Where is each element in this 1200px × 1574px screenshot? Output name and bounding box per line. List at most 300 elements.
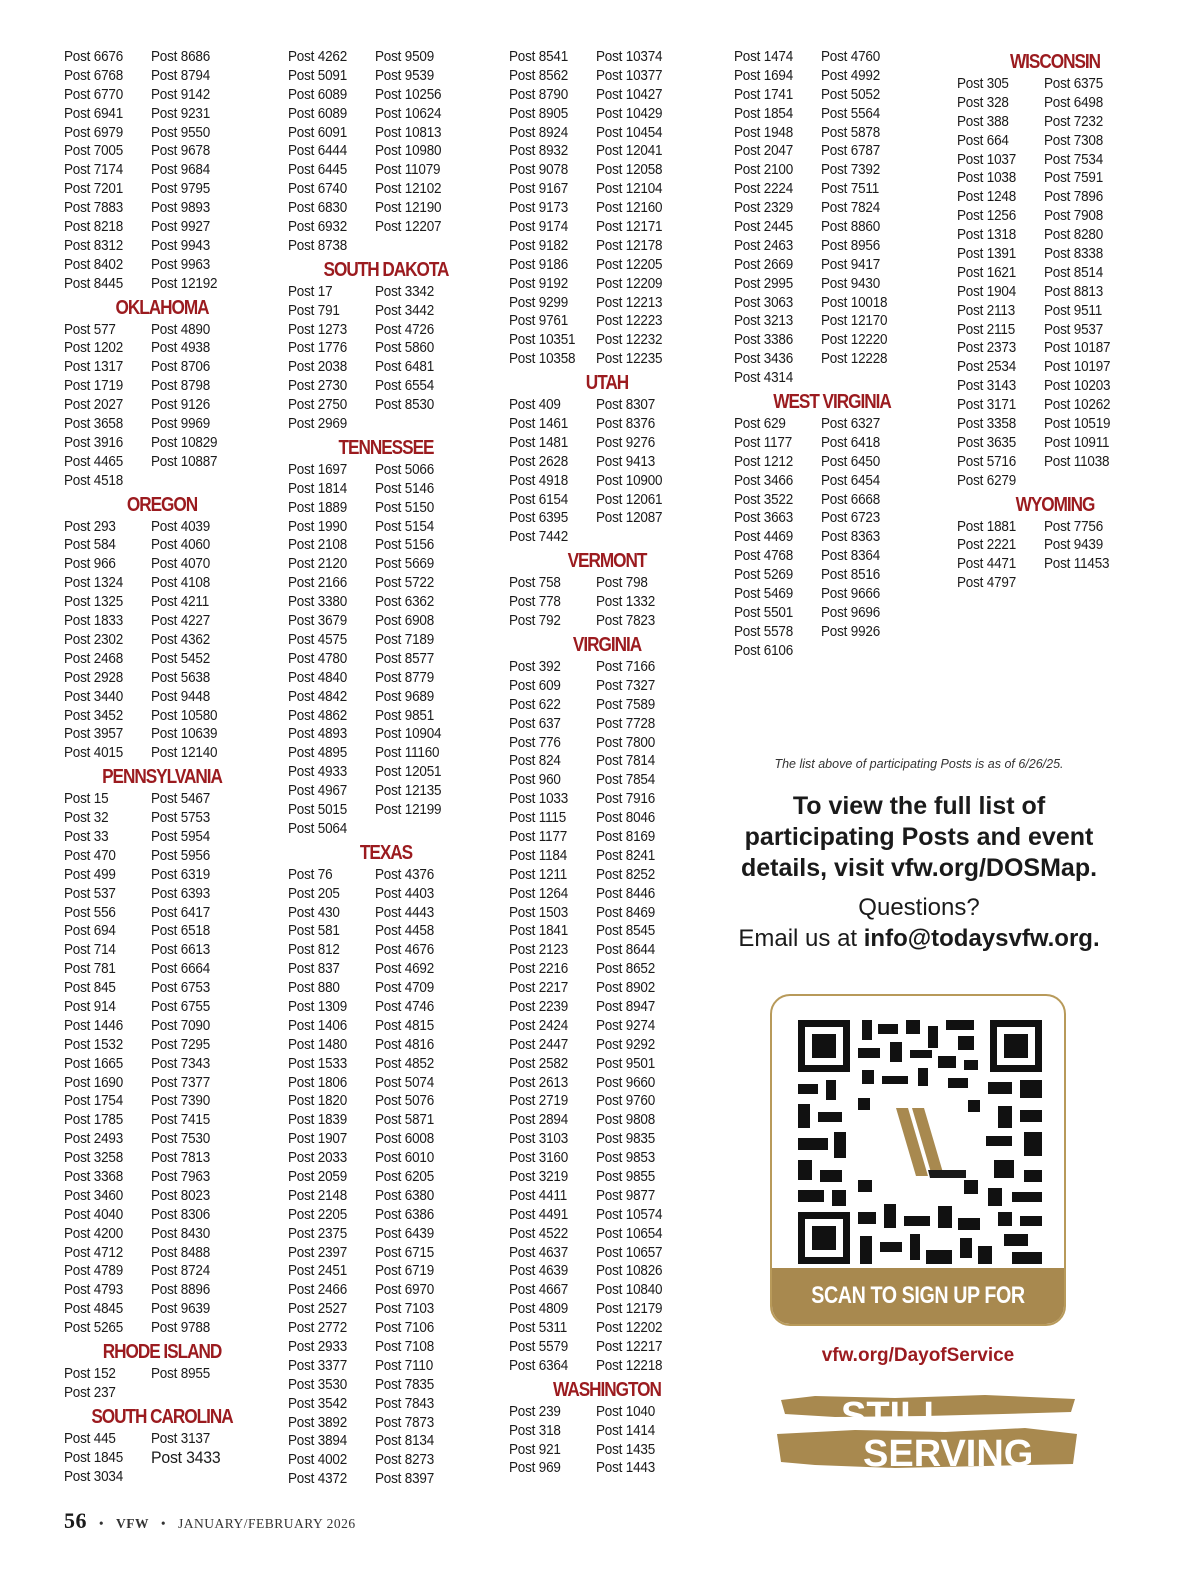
post-entry: Post 8306 xyxy=(151,1206,211,1223)
post-entry: Post 9893 xyxy=(151,200,211,217)
post-entry: Post 6719 xyxy=(375,1263,435,1280)
post-entry: Post 4376 xyxy=(375,866,435,883)
post-entry: Post 4002 xyxy=(288,1452,348,1469)
post-list xyxy=(64,1365,260,1403)
post-entry: Post 2027 xyxy=(64,397,124,414)
post-entry: Post 2217 xyxy=(509,980,569,997)
post-entry: Post 1184 xyxy=(509,847,568,864)
post-entry: Post 9808 xyxy=(596,1112,656,1129)
post-entry: Post 5753 xyxy=(151,810,211,827)
post-entry: Post 33 xyxy=(64,828,109,845)
cta-email-address[interactable]: info@todaysvfw.org. xyxy=(863,925,1100,952)
post-entry: Post 3957 xyxy=(64,726,124,743)
post-entry: Post 4862 xyxy=(288,707,348,724)
post-entry: Post 10980 xyxy=(375,143,442,160)
post-entry: Post 9550 xyxy=(151,124,211,141)
post-entry: Post 3258 xyxy=(64,1150,124,1167)
post-entry: Post 6279 xyxy=(957,472,1017,489)
post-entry: Post 205 xyxy=(288,885,340,902)
post-entry: Post 3358 xyxy=(957,416,1017,433)
post-entry: Post 8686 xyxy=(151,49,211,65)
post-entry: Post 629 xyxy=(734,416,786,433)
post-entry: Post 9877 xyxy=(596,1187,656,1204)
post-entry: Post 1406 xyxy=(288,1017,348,1034)
post-entry: Post 5638 xyxy=(151,669,211,686)
post-entry: Post 7843 xyxy=(375,1395,435,1412)
state-heading: SOUTH CAROLINA xyxy=(91,1405,233,1428)
post-entry: Post 9639 xyxy=(151,1301,211,1318)
post-entry: Post 3342 xyxy=(375,283,435,300)
post-entry: Post 3034 xyxy=(64,1468,124,1485)
post-entry: Post 9660 xyxy=(596,1074,656,1091)
post-entry: Post 4793 xyxy=(64,1282,124,1299)
post-entry: Post 8902 xyxy=(596,980,656,997)
post-entry: Post 12160 xyxy=(596,200,663,217)
post-entry: Post 392 xyxy=(509,658,561,675)
post-entry: Post 2468 xyxy=(64,650,124,667)
post-list xyxy=(509,574,705,631)
post-entry: Post 1839 xyxy=(288,1112,348,1129)
post-entry: Post 12192 xyxy=(151,275,218,292)
post-entry: Post 7108 xyxy=(375,1339,435,1355)
post-entry: Post 5311 xyxy=(509,1320,568,1337)
cta-headline: To view the full list of participating Posts and event details, visit vfw.org/DOSMap. xyxy=(740,792,1098,882)
post-entry: Post 5564 xyxy=(821,105,881,122)
post-entry: Post 9299 xyxy=(509,294,569,311)
post-entry: Post 9182 xyxy=(509,237,569,254)
post-entry: Post 9853 xyxy=(596,1150,656,1167)
post-entry: Post 6319 xyxy=(151,866,211,883)
post-entry: Post 10639 xyxy=(151,726,218,743)
post-entry: Post 4676 xyxy=(375,942,435,959)
post-entry: Post 12205 xyxy=(596,256,663,273)
post-entry: Post 9835 xyxy=(596,1131,656,1148)
post-entry: Post 8307 xyxy=(596,397,656,414)
post-entry: Post 3433 xyxy=(151,1447,221,1467)
post-entry: Post 2995 xyxy=(734,275,794,292)
post-entry: Post 778 xyxy=(509,594,561,611)
post-entry: Post 837 xyxy=(288,961,340,978)
post-entry: Post 1211 xyxy=(509,866,568,883)
post-entry: Post 6908 xyxy=(375,613,435,630)
post-entry: Post 8541 xyxy=(509,49,569,65)
post-entry: Post 3143 xyxy=(957,378,1017,395)
post-entry: Post 152 xyxy=(64,1366,116,1382)
post-entry: Post 4469 xyxy=(734,529,794,546)
page-footer xyxy=(64,1508,356,1534)
post-entry: Post 4108 xyxy=(151,575,211,592)
post-entry: Post 2463 xyxy=(734,237,794,254)
post-entry: Post 12051 xyxy=(375,764,442,781)
post-entry: Post 9927 xyxy=(151,219,211,236)
post-entry: Post 6375 xyxy=(1044,76,1104,92)
post-list xyxy=(509,658,705,1376)
post-entry: Post 11079 xyxy=(375,162,441,179)
post-entry: Post 1990 xyxy=(288,518,348,535)
post-entry: Post 3663 xyxy=(734,510,794,527)
post-entry: Post 921 xyxy=(509,1441,561,1458)
post-entry: Post 584 xyxy=(64,537,116,554)
post-list xyxy=(734,48,930,388)
post-entry: Post 1414 xyxy=(596,1422,656,1439)
post-entry: Post 6205 xyxy=(375,1168,435,1185)
post-entry: Post 3452 xyxy=(64,707,124,724)
post-entry: Post 1694 xyxy=(734,67,794,84)
post-entry: Post 8445 xyxy=(64,275,124,292)
post-entry: Post 8134 xyxy=(375,1433,435,1450)
cta-email-prefix: Email us at xyxy=(738,925,864,952)
post-entry: Post 622 xyxy=(509,696,561,713)
post-entry: Post 6450 xyxy=(821,453,881,470)
state-heading: OREGON xyxy=(126,493,198,516)
post-entry: Post 1621 xyxy=(957,264,1017,281)
post-entry: Post 7103 xyxy=(375,1301,435,1318)
post-entry: Post 8280 xyxy=(1044,227,1104,244)
post-entry: Post 32 xyxy=(64,810,109,827)
post-entry: Post 2224 xyxy=(734,181,794,198)
post-entry: Post 5578 xyxy=(734,623,794,640)
post-entry: Post 3160 xyxy=(509,1150,569,1167)
post-entry: Post 1481 xyxy=(509,434,569,451)
post-entry: Post 10624 xyxy=(375,105,442,122)
post-entry: Post 577 xyxy=(64,321,116,338)
post-entry: Post 2894 xyxy=(509,1112,569,1129)
post-entry: Post 4491 xyxy=(509,1206,569,1223)
post-entry: Post 9795 xyxy=(151,181,211,198)
post-entry: Post 10829 xyxy=(151,434,218,451)
list-column-4 xyxy=(734,48,930,661)
post-entry: Post 9539 xyxy=(375,67,435,84)
post-entry: Post 4262 xyxy=(288,49,348,65)
post-list xyxy=(64,518,260,764)
post-entry: Post 10911 xyxy=(1044,434,1110,451)
post-entry: Post 6770 xyxy=(64,86,124,103)
post-entry: Post 388 xyxy=(957,113,1009,130)
post-entry: Post 4938 xyxy=(151,340,211,357)
cta-email-line xyxy=(724,923,1114,954)
post-entry: Post 7390 xyxy=(151,1093,211,1110)
post-entry: Post 3679 xyxy=(288,613,348,630)
post-entry: Post 2582 xyxy=(509,1055,569,1072)
post-entry: Post 4211 xyxy=(151,594,210,611)
post-entry: Post 4890 xyxy=(151,321,211,338)
post-entry: Post 6979 xyxy=(64,124,124,141)
post-entry: Post 6787 xyxy=(821,143,881,160)
post-entry: Post 4522 xyxy=(509,1225,569,1242)
post-entry: Post 10358 xyxy=(509,351,576,368)
post-entry: Post 2113 xyxy=(957,302,1016,319)
post-entry: Post 15 xyxy=(64,791,109,808)
post-entry: Post 2719 xyxy=(509,1093,569,1110)
post-entry: Post 5469 xyxy=(734,586,794,603)
post-entry: Post 7174 xyxy=(64,162,124,179)
post-entry: Post 1177 xyxy=(509,828,568,845)
post-entry: Post 9537 xyxy=(1044,321,1104,338)
post-entry: Post 7824 xyxy=(821,200,881,217)
post-entry: Post 5265 xyxy=(64,1320,124,1337)
post-list xyxy=(734,415,930,661)
post-entry: Post 7232 xyxy=(1044,113,1104,130)
post-entry: Post 237 xyxy=(64,1384,116,1401)
post-entry: Post 2397 xyxy=(288,1244,348,1261)
post-entry: Post 1776 xyxy=(288,340,348,357)
post-entry: Post 8446 xyxy=(596,885,656,902)
post-entry: Post 1904 xyxy=(957,283,1017,300)
post-entry: Post 7896 xyxy=(1044,189,1104,206)
post-list xyxy=(509,1403,705,1479)
post-entry: Post 714 xyxy=(64,942,116,959)
post-entry: Post 9126 xyxy=(151,397,211,414)
post-entry: Post 8469 xyxy=(596,904,656,921)
post-entry: Post 4458 xyxy=(375,923,435,940)
post-entry: Post 7189 xyxy=(375,631,435,648)
post-entry: Post 3440 xyxy=(64,688,124,705)
post-entry: Post 4040 xyxy=(64,1206,124,1223)
post-entry: Post 5156 xyxy=(375,537,435,554)
post-entry: Post 4070 xyxy=(151,556,211,573)
post-entry: Post 6439 xyxy=(375,1225,435,1242)
post-entry: Post 3368 xyxy=(64,1168,124,1185)
post-entry: Post 1754 xyxy=(64,1093,124,1110)
post-entry: Post 960 xyxy=(509,772,561,789)
state-heading: TENNESSEE xyxy=(338,436,434,459)
post-entry: Post 4200 xyxy=(64,1225,124,1242)
post-entry: Post 10374 xyxy=(596,49,663,65)
post-entry: Post 1038 xyxy=(957,170,1017,187)
post-entry: Post 1474 xyxy=(734,49,794,65)
post-entry: Post 1889 xyxy=(288,499,348,516)
post-entry: Post 1833 xyxy=(64,613,124,630)
post-entry: Post 7835 xyxy=(375,1376,435,1393)
post-entry: Post 3530 xyxy=(288,1376,348,1393)
post-list xyxy=(64,48,260,294)
post-entry: Post 5860 xyxy=(375,340,435,357)
day-of-service-link[interactable]: vfw.org/DayofService xyxy=(821,1345,1015,1366)
post-entry: Post 4816 xyxy=(375,1036,435,1053)
post-entry: Post 4840 xyxy=(288,669,348,686)
state-heading: PENNSYLVANIA xyxy=(102,766,222,789)
post-entry: Post 293 xyxy=(64,518,116,535)
post-entry: Post 4768 xyxy=(734,548,794,565)
post-entry: Post 9511 xyxy=(1044,302,1103,319)
post-entry: Post 6386 xyxy=(375,1206,435,1223)
post-entry: Post 6362 xyxy=(375,594,435,611)
post-entry: Post 12178 xyxy=(596,237,663,254)
post-list xyxy=(957,518,1153,594)
post-entry: Post 6715 xyxy=(375,1244,435,1261)
post-entry: Post 1907 xyxy=(288,1131,348,1148)
post-entry: Post 9413 xyxy=(596,453,656,470)
post-entry: Post 6008 xyxy=(375,1131,435,1148)
post-entry: Post 4039 xyxy=(151,518,211,535)
post-entry: Post 9078 xyxy=(509,162,569,179)
post-entry: Post 1532 xyxy=(64,1036,124,1053)
post-entry: Post 12207 xyxy=(375,219,442,236)
post-entry: Post 12209 xyxy=(596,275,663,292)
qr-code-icon[interactable] xyxy=(798,1020,1042,1264)
post-entry: Post 2216 xyxy=(509,961,569,978)
post-entry: Post 9448 xyxy=(151,688,211,705)
post-entry: Post 776 xyxy=(509,734,561,751)
post-entry: Post 5452 xyxy=(151,650,211,667)
post-entry: Post 12217 xyxy=(596,1339,663,1355)
post-entry: Post 3137 xyxy=(151,1430,211,1447)
post-entry: Post 10826 xyxy=(596,1263,663,1280)
post-entry: Post 758 xyxy=(509,575,561,592)
post-entry: Post 5669 xyxy=(375,556,435,573)
post-entry: Post 10377 xyxy=(596,67,663,84)
post-entry: Post 4726 xyxy=(375,321,435,338)
logo-serving: SERVING xyxy=(863,1433,1034,1472)
post-entry: Post 12223 xyxy=(596,313,663,330)
list-date-note: The list above of participating Posts is as of 6/26/25. xyxy=(774,757,1064,771)
post-entry: Post 1332 xyxy=(596,594,656,611)
post-entry: Post 9192 xyxy=(509,275,569,292)
post-entry: Post 3460 xyxy=(64,1187,124,1204)
post-entry: Post 5954 xyxy=(151,828,211,845)
post-entry: Post 2120 xyxy=(288,556,348,573)
post-entry: Post 8896 xyxy=(151,1282,211,1299)
post-entry: Post 5878 xyxy=(821,124,881,141)
post-entry: Post 10574 xyxy=(596,1206,663,1223)
post-list xyxy=(509,396,705,547)
post-entry: Post 4639 xyxy=(509,1263,569,1280)
post-entry: Post 2750 xyxy=(288,397,348,414)
post-entry: Post 2534 xyxy=(957,359,1017,376)
post-entry: Post 5052 xyxy=(821,86,881,103)
post-entry: Post 12140 xyxy=(151,745,218,762)
post-list xyxy=(957,75,1153,491)
post-entry: Post 1881 xyxy=(957,518,1017,535)
post-entry: Post 9666 xyxy=(821,586,881,603)
post-entry: Post 4060 xyxy=(151,537,211,554)
post-entry: Post 1212 xyxy=(734,453,794,470)
post-entry: Post 4372 xyxy=(288,1471,348,1488)
post-entry: Post 9760 xyxy=(596,1093,656,1110)
post-entry: Post 556 xyxy=(64,904,116,921)
post-entry: Post 9167 xyxy=(509,181,569,198)
post-entry: Post 1480 xyxy=(288,1036,348,1053)
post-list xyxy=(64,321,260,491)
post-list xyxy=(288,283,484,434)
post-entry: Post 6089 xyxy=(288,105,348,122)
state-heading: UTAH xyxy=(585,372,629,395)
post-entry: Post 4933 xyxy=(288,764,348,781)
post-entry: Post 3063 xyxy=(734,294,794,311)
post-entry: Post 9963 xyxy=(151,256,211,273)
post-entry: Post 5501 xyxy=(734,604,794,621)
post-entry: Post 2527 xyxy=(288,1301,348,1318)
post-entry: Post 3442 xyxy=(375,302,435,319)
post-entry: Post 10900 xyxy=(596,472,663,489)
post-entry: Post 10262 xyxy=(1044,397,1111,414)
post-entry: Post 1037 xyxy=(957,151,1017,168)
post-entry: Post 10840 xyxy=(596,1282,663,1299)
post-entry: Post 5076 xyxy=(375,1093,435,1110)
post-entry: Post 9943 xyxy=(151,237,211,254)
state-heading: VIRGINIA xyxy=(572,633,642,656)
post-entry: Post 2628 xyxy=(509,453,569,470)
post-entry: Post 4815 xyxy=(375,1017,435,1034)
magazine-name: VFW xyxy=(115,1516,149,1531)
post-entry: Post 10580 xyxy=(151,707,218,724)
post-entry: Post 6327 xyxy=(821,416,881,433)
post-entry: Post 9969 xyxy=(151,416,211,433)
post-entry: Post 9788 xyxy=(151,1320,211,1337)
post-list xyxy=(288,48,484,256)
post-entry: Post 7166 xyxy=(596,658,656,675)
state-heading: TEXAS xyxy=(359,841,413,864)
post-entry: Post 6380 xyxy=(375,1187,435,1204)
post-entry: Post 9173 xyxy=(509,200,569,217)
post-entry: Post 637 xyxy=(509,715,561,732)
post-entry: Post 6445 xyxy=(288,162,348,179)
post-entry: Post 1533 xyxy=(288,1055,348,1072)
state-heading: WISCONSIN xyxy=(1009,51,1101,73)
post-entry: Post 6010 xyxy=(375,1150,435,1167)
post-entry: Post 10657 xyxy=(596,1244,663,1261)
post-entry: Post 9761 xyxy=(509,313,569,330)
post-entry: Post 7728 xyxy=(596,715,656,732)
post-entry: Post 3466 xyxy=(734,472,794,489)
post-entry: Post 8956 xyxy=(821,237,881,254)
post-entry: Post 4746 xyxy=(375,998,435,1015)
post-entry: Post 4845 xyxy=(64,1301,124,1318)
post-entry: Post 6518 xyxy=(151,923,211,940)
post-entry: Post 2933 xyxy=(288,1339,348,1355)
cta-question: Questions? xyxy=(858,894,980,921)
post-entry: Post 792 xyxy=(509,613,561,630)
list-column-3 xyxy=(509,48,705,1478)
post-entry: Post 3635 xyxy=(957,434,1017,451)
post-entry: Post 7201 xyxy=(64,181,124,198)
logo-still: STILL xyxy=(841,1395,947,1437)
post-entry: Post 9292 xyxy=(596,1036,656,1053)
post-entry: Post 12171 xyxy=(596,219,663,236)
post-entry: Post 8644 xyxy=(596,942,656,959)
post-entry: Post 3386 xyxy=(734,332,794,349)
post-entry: Post 966 xyxy=(64,556,116,573)
post-entry: Post 6941 xyxy=(64,105,124,122)
post-entry: Post 2108 xyxy=(288,537,348,554)
state-heading: WYOMING xyxy=(1015,493,1095,516)
post-entry: Post 10454 xyxy=(596,124,663,141)
post-entry: Post 4842 xyxy=(288,688,348,705)
post-entry: Post 2466 xyxy=(288,1282,348,1299)
post-entry: Post 2059 xyxy=(288,1168,348,1185)
post-entry: Post 4443 xyxy=(375,904,435,921)
post-entry: Post 3377 xyxy=(288,1357,348,1374)
post-entry: Post 2329 xyxy=(734,200,794,217)
post-entry: Post 1309 xyxy=(288,998,348,1015)
post-entry: Post 4992 xyxy=(821,67,881,84)
post-entry: Post 7756 xyxy=(1044,518,1104,535)
post-entry: Post 6554 xyxy=(375,378,435,395)
post-entry: Post 6091 xyxy=(288,124,348,141)
post-entry: Post 8724 xyxy=(151,1263,211,1280)
post-entry: Post 3658 xyxy=(64,416,124,433)
post-entry: Post 6454 xyxy=(821,472,881,489)
post-entry: Post 1115 xyxy=(509,810,567,827)
post-entry: Post 7883 xyxy=(64,200,124,217)
post-entry: Post 8798 xyxy=(151,378,211,395)
post-entry: Post 8430 xyxy=(151,1225,211,1242)
post-entry: Post 1318 xyxy=(957,227,1017,244)
post-entry: Post 1841 xyxy=(509,923,569,940)
post-entry: Post 9501 xyxy=(596,1055,656,1072)
post-entry: Post 12235 xyxy=(596,351,663,368)
post-entry: Post 7005 xyxy=(64,143,124,160)
